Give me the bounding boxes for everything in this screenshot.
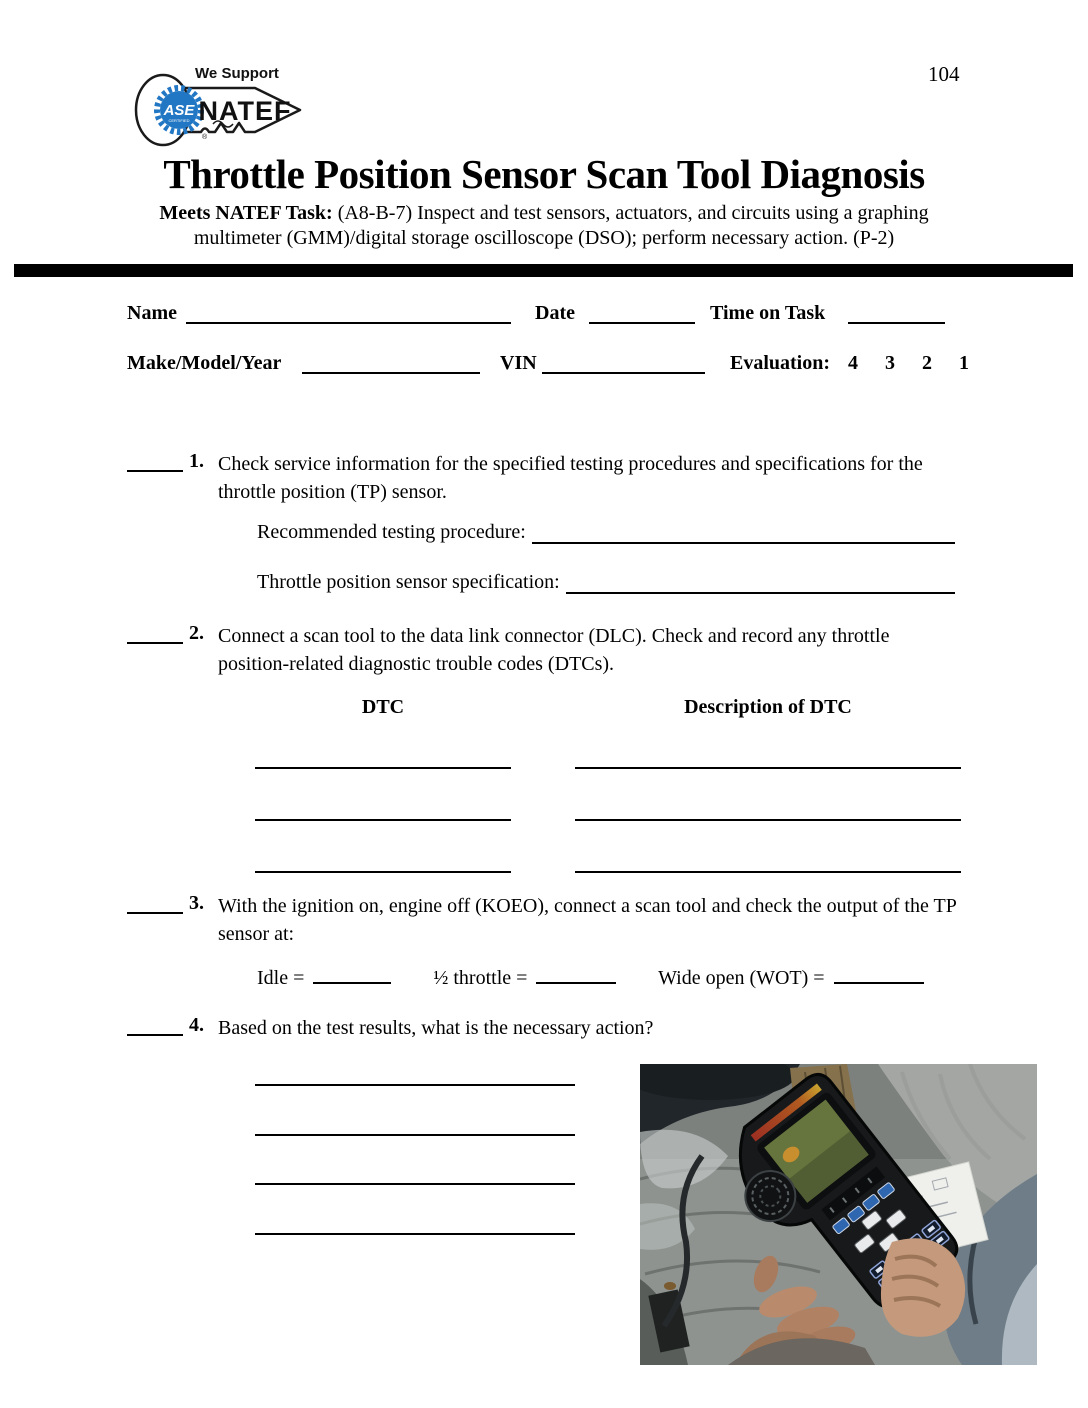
dtc-description-blank-row2[interactable] — [575, 819, 961, 821]
procedure-blank[interactable] — [532, 520, 955, 544]
task3-check-blank[interactable] — [127, 912, 183, 914]
task1-number: 1. — [189, 450, 204, 472]
procedure-row — [257, 520, 955, 544]
rust-speck — [664, 1282, 676, 1290]
make-model-year-blank[interactable] — [302, 372, 480, 374]
dtc-blank-row3[interactable] — [255, 871, 511, 873]
dtc-blank-row2[interactable] — [255, 819, 511, 821]
natef-task-line1: (A8-B-7) Inspect and test sensors, actuators, and circuits using a graphing — [337, 202, 929, 224]
half-throttle-label: ½ throttle = — [433, 967, 528, 989]
idle-label: Idle = — [257, 967, 305, 989]
task4-number: 4. — [189, 1014, 204, 1036]
date-blank[interactable] — [589, 322, 695, 324]
action-blank-row2[interactable] — [255, 1134, 575, 1136]
procedure-label: Recommended testing procedure: — [257, 521, 526, 543]
natef-ase-logo — [133, 58, 308, 150]
task2-check-blank[interactable] — [127, 642, 183, 644]
ase-gear-text: ASE — [163, 102, 195, 119]
task4-text: Based on the test results, what is the necessary action? — [218, 1017, 654, 1039]
evaluation-scale — [825, 352, 969, 375]
idle-blank[interactable] — [313, 962, 391, 984]
task1-check-blank[interactable] — [127, 470, 183, 472]
scan-tool-photo-graphic — [640, 1064, 1037, 1365]
logo-registered-mark: ® — [202, 134, 208, 141]
natef-task-statement — [0, 201, 1088, 251]
action-blank-row4[interactable] — [255, 1233, 575, 1235]
task3-number: 3. — [189, 892, 204, 914]
evaluation-label: Evaluation: — [730, 352, 831, 374]
tp-output-row — [257, 962, 928, 992]
evaluation-score-3[interactable]: 3 — [885, 352, 895, 374]
task4-check-blank[interactable] — [127, 1034, 183, 1036]
make-model-year-label: Make/Model/Year — [127, 352, 282, 374]
page-number: 104 — [928, 62, 960, 86]
time-on-task-blank[interactable] — [848, 322, 945, 324]
scan-tool-photo — [640, 1064, 1037, 1365]
evaluation-score-1[interactable]: 1 — [959, 352, 969, 374]
action-blank-row3[interactable] — [255, 1183, 575, 1185]
natef-task-label: Meets NATEF Task: — [159, 202, 333, 224]
header-divider-bar — [14, 264, 1073, 277]
vin-blank[interactable] — [542, 372, 705, 374]
dtc-column-header: DTC — [361, 696, 405, 718]
page-title: Throttle Position Sensor Scan Tool Diagnosis — [163, 151, 925, 197]
logo-natef-text: NATEF — [198, 96, 292, 126]
vin-label: VIN — [500, 352, 537, 374]
task2-text: Connect a scan tool to the data link connector (DLC). Check and record any throttle position-related diagnostic trouble codes (DTCs). — [218, 625, 890, 675]
task1-text: Check service information for the specified testing procedures and specifications for the throttle position (TP) sensor. — [218, 453, 923, 503]
dtc-blank-row1[interactable] — [255, 767, 511, 769]
specification-label: Throttle position sensor specification: — [257, 571, 560, 593]
ase-gear-subtext: CERTIFIED — [168, 118, 190, 123]
action-blank-row1[interactable] — [255, 1084, 575, 1086]
evaluation-score-2[interactable]: 2 — [922, 352, 932, 374]
task3-text: With the ignition on, engine off (KOEO), connect a scan tool and check the output of the TP sensor at: — [218, 895, 957, 945]
natef-task-line2: multimeter (GMM)/digital storage oscilloscope (DSO); perform necessary action. (P-2) — [193, 227, 895, 249]
natef-key-logo-graphic — [133, 58, 308, 150]
logo-we-support-text: We Support — [195, 65, 279, 82]
dtc-description-column-header: Description of DTC — [684, 696, 852, 718]
evaluation-score-4[interactable]: 4 — [848, 352, 858, 374]
dtc-description-blank-row3[interactable] — [575, 871, 961, 873]
specification-row — [257, 570, 955, 594]
time-on-task-label: Time on Task — [710, 302, 826, 324]
wide-open-blank[interactable] — [834, 962, 924, 984]
task2-number: 2. — [189, 622, 204, 644]
wide-open-label: Wide open (WOT) = — [658, 967, 825, 989]
half-throttle-blank[interactable] — [536, 962, 616, 984]
dtc-description-blank-row1[interactable] — [575, 767, 961, 769]
specification-blank[interactable] — [566, 570, 955, 594]
name-blank[interactable] — [186, 322, 511, 324]
name-label: Name — [127, 302, 177, 324]
date-label: Date — [535, 302, 575, 324]
